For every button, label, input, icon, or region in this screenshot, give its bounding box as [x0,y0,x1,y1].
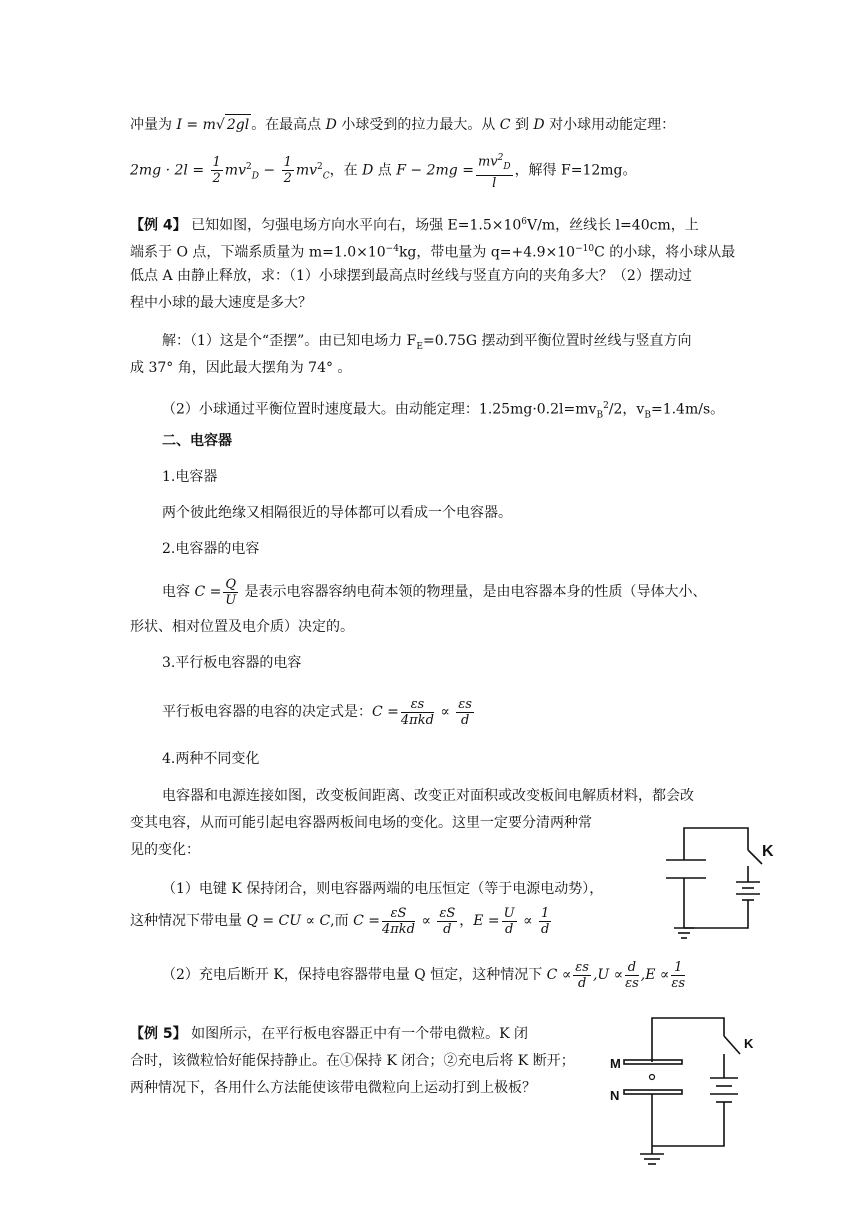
parallel-plate-formula: 平行板电容器的电容的决定式是：C = $\frac{\varepsilon s}{\text{4πkd}}$ ∝ $\frac{\varepsilon s}{d}$ [162,696,472,728]
example-5-line-3: 两种情况下，各用什么方法能使该带电微粒向上运动打到上极板？ [130,1080,536,1096]
solution-4-line-2: 成 37° 角，因此最大摆角为 74° 。 [130,360,352,376]
case-2-line: （2）充电后断开 K，保持电容器带电量 Q 恒定，这种情况下 C ∝ $\frac{\varepsilon s}{d}$ ,U ∝ $\frac{d}{\varepsilon s}$ ,E ∝ $\frac{1}{\varepsilon s}$ [162,959,686,991]
capacitance-definition: 电容 C = $\frac{Q}{U}$ 是表示电容器容纳电荷本领的物理量，是由电容器本身的性质（导体大小、 [162,576,707,608]
subsection-4-line-2: 变其电容，从而可能引起电容器两板间电场的变化。这里一定要分清两种常 [130,815,592,831]
charged-particle [650,1075,655,1080]
subsection-1: 1.电容器 [162,469,218,485]
example-4-line-1: 【例 4】 已知如图，匀强电场方向水平向右，场强 $E=1.5\times 10^6V/m$，丝线长 l=40cm，上 [130,217,699,234]
subsection-3: 3.平行板电容器的电容 [162,655,302,671]
fraction-centripetal: $\frac{mv^2_D}{l}$ [477,152,511,191]
fraction-eps-s-4pikd: $\frac{\varepsilon s}{\text{4πkd}}$ [400,696,434,728]
solution-4-line-3: （2）小球通过平衡位置时速度最大。由动能定理：$1.25mg\cdot 0.2l=mv_B^2/2$，$v_B=1.4m/s$。 [162,401,725,421]
case-1-line-1: （1）电键 K 保持闭合，则电容器两端的电压恒定（等于电源电动势）， [162,881,604,897]
fraction-half: $\frac{1}{2}$ [212,155,221,187]
switch-label-k: K [744,1036,754,1051]
section-title: 二、电容器 [162,433,232,449]
example-4-line-3: 低点 A 由静止释放，求：（1）小球摆到最高点时丝线与竖直方向的夹角多大？（2）摆动过 [130,268,692,284]
charged-particle-figure [608,1010,778,1170]
case-1-line-2: 这种情况下带电量 Q = CU ∝ C,而 C = $\frac{\varepsilon S}{\text{4πkd}}$ ∝ $\frac{\varepsilon S}{d}$ ，E = $\frac{U}{d}$ ∝ $\frac{1}{d}$ [130,905,550,937]
switch-label-k: K [762,843,774,860]
example-5-line-1: 【例 5】 如图所示，在平行板电容器正中有一个带电微粒。K 闭 [130,1026,528,1042]
fraction-eps-s-d: $\frac{\varepsilon s}{d}$ [458,696,472,728]
example-4-line-4: 程中小球的最大速度是多大？ [130,295,312,311]
example-4-line-2: 端系于 O 点，下端系质量为 $m=1.0\times 10^{-4}kg$，带电量为 $q=+4.9\times 10^{-10}C$ 的小球，将小球从最 [130,244,736,261]
energy-equation-line: 2mg · 2l = $\frac{1}{2}$ $mv^2_D$ − $\frac{1}{2}$ $mv^2_C$，在 D 点 F − 2mg = $\frac{mv^2_D}{l}$ ，解得 F=12mg。 [130,152,637,191]
fraction-q-over-u: $\frac{Q}{U}$ [225,576,237,608]
capacitor-circuit-figure [648,820,788,944]
plate-label-n: N [610,1088,620,1103]
subsection-2: 2.电容器的电容 [162,541,260,557]
subsection-4-line-1: 电容器和电源连接如图，改变板间距离、改变正对面积或改变板间电解质材料，都会改 [162,788,694,804]
solution-4-line-1: 解：（1）这是个“歪摆”。由已知电场力 $F_E=0.75G$ 摆动到平衡位置时丝线与竖直方向 [162,333,692,352]
subsection-1-text: 两个彼此绝缘又相隔很近的导体都可以看成一个电容器。 [162,505,512,521]
subsection-4-line-3: 见的变化： [130,842,200,858]
example-5-line-2: 合时，该微粒恰好能保持静止。在①保持 K 闭合；②充电后将 K 断开； [130,1053,575,1069]
subsection-4: 4.两种不同变化 [162,751,260,767]
plate-label-m: M [610,1056,621,1071]
impulse-line: 冲量为 I = m√ 2gl 。在最高点 D 小球受到的拉力最大。从 C 到 D 对小球用动能定理： [130,114,675,135]
fraction-half-2: $\frac{1}{2}$ [283,155,292,187]
capacitance-definition-2: 形状、相对位置及电介质）决定的。 [130,619,354,635]
